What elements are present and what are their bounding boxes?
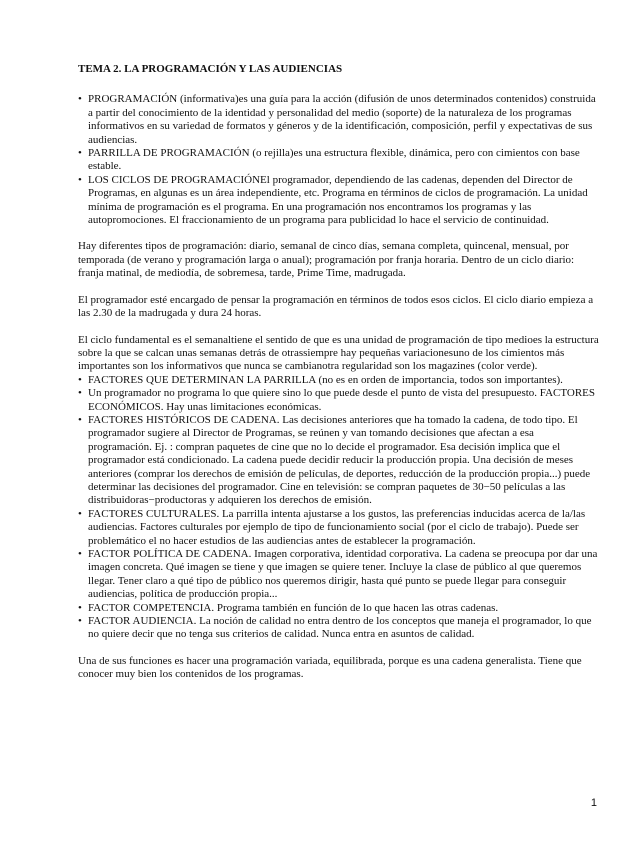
list-item: • LOS CICLOS DE PROGRAMACIÓNEl programador, dependiendo de las cadenas, dependen del Director de Programas, en algunas es un área independiente, etc. Programa en términos de ciclos de programación. La unidad mínima de programación es el programa. En una programación nos encontramos los programas y las autopromociones. El fraccionamiento de un programa para publicidad lo hace el servicio de continuidad. bbox=[78, 174, 600, 228]
list-item: • FACTORES CULTURALES. La parrilla intenta ajustarse a los gustos, las preferencias inducidas acerca de la/las audiencias. Factores culturales por ejemplo de tipo de funcionamiento social (por el ciclo de trabajo). Puede ser problemático el no hacer estudios de las audiencias antes de establecer la programación. bbox=[78, 508, 600, 548]
list-item: • FACTORES QUE DETERMINAN LA PARRILLA (no es en orden de importancia, todos son importantes). bbox=[78, 374, 600, 387]
list-item: • FACTOR AUDIENCIA. La noción de calidad no entra dentro de los conceptos que maneja el programador, lo que no quiere decir que no tenga sus criterios de calidad. Nunca entra en asuntos de calidad. bbox=[78, 615, 600, 642]
list-item: • FACTOR POLÍTICA DE CADENA. Imagen corporativa, identidad corporativa. La cadena se preocupa por dar una imagen concreta. Qué imagen se tiene y que imagen se quiere tener. Incluye la clase de público al que queremos llegar. Tener claro a qué tipo de público nos queremos dirigir, hasta qué punto se puede llegar para conseguir audiencias, política de producción propia... bbox=[78, 548, 600, 602]
paragraph: El programador esté encargado de pensar la programación en términos de todos esos ciclos. El ciclo diario empieza a las 2.30 de la madrugada y dura 24 horas. bbox=[78, 293, 594, 320]
list-item: • FACTORES HISTÓRICOS DE CADENA. Las decisiones anteriores que ha tomado la cadena, de todo tipo. El programador sugiere al Director de Programas, se reúnen y van tomando decisiones que afectan a esa programación. Ej. : compran paquetes de cine que no lo decide el programador. Esa decisión implica que el programador está condicionado. La cadena puede decidir reducir la producción propia. Una decisión de meses anteriores (comprar los derechos de emisión de películas, de deportes, reducción de la producción propia...) puede determinar las decisiones del programador. Cine en televisión: se compran paquetes de 30−50 películas a las distribuidoras−productoras y adquieren los derechos de emisión. bbox=[78, 414, 600, 508]
list-item: • PROGRAMACIÓN (informativa)es una guía para la acción (difusión de unos determinados contenidos) construida a partir del conocimiento de la identidad y personalidad del medio (soporte) de la naturaleza de los programas informativos en su variedad de formatos y géneros y de la identificación, composición, perfil y expectativas de sus audiencias. bbox=[78, 93, 600, 147]
bullet-list-definitions bbox=[78, 93, 600, 227]
document-body bbox=[78, 63, 600, 682]
page-number: 1 bbox=[590, 797, 597, 809]
bullet-list-factors bbox=[78, 374, 600, 642]
document-title: TEMA 2. LA PROGRAMACIÓN Y LAS AUDIENCIAS bbox=[78, 63, 343, 75]
list-item: • PARRILLA DE PROGRAMACIÓN (o rejilla)es una estructura flexible, dinámica, pero con cimientos con base estable. bbox=[78, 147, 600, 174]
closing-paragraph: Una de sus funciones es hacer una programación variada, equilibrada, porque es una cadena generalista. Tiene que conocer muy bien los contenidos de los programas. bbox=[78, 654, 582, 681]
paragraph: El ciclo fundamental es el semanaltiene el sentido de que es una unidad de programación de tipo medioes la estructura sobre la que se calcan unas semanas detrás de otrassiempre hay pequeñas variacionesuno de los cimientos más importantes son los informativos que nunca se cambianotra regularidad son los magazines (color verde). bbox=[78, 333, 599, 373]
list-item: • Un programador no programa lo que quiere sino lo que puede desde el punto de vista del presupuesto. FACTORES ECONÓMICOS. Hay unas limitaciones económicas. bbox=[78, 387, 600, 414]
list-item: • FACTOR COMPETENCIA. Programa también en función de lo que hacen las otras cadenas. bbox=[78, 602, 600, 615]
paragraph: Hay diferentes tipos de programación: diario, semanal de cinco días, semana completa, quincenal, mensual, por temporada (de verano y programación larga o anual); programación por franja horaria. Dentro de un ciclo diario: franja matinal, de mediodía, de sobremesa, tarde, Prime Time, madrugada. bbox=[78, 240, 575, 280]
